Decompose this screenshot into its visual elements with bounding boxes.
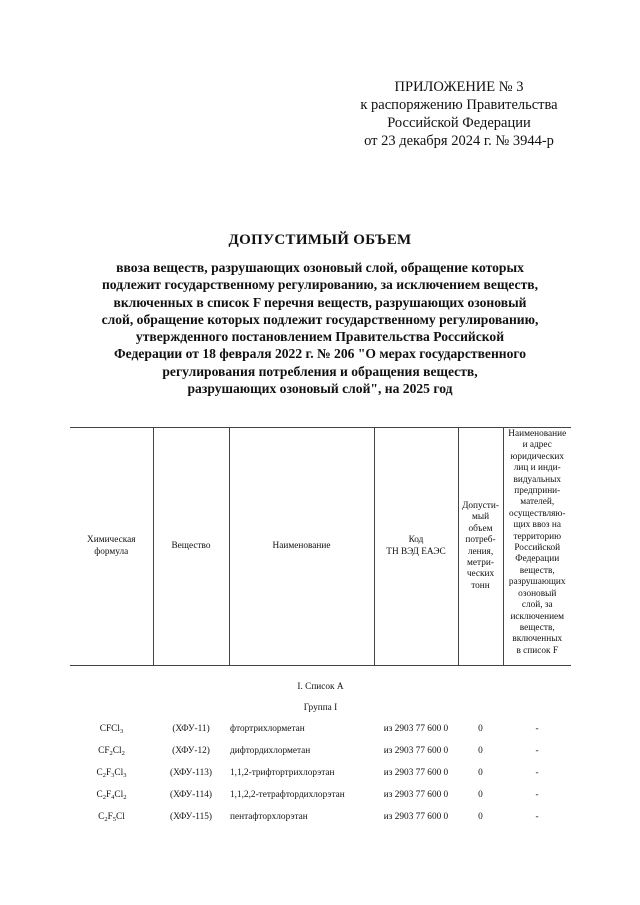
cell-volume: 0: [478, 724, 483, 734]
header-importers-line: озоновый: [518, 588, 557, 599]
header-volume-line: потреб-: [465, 535, 496, 546]
cell-importers: -: [535, 812, 539, 822]
formula-element: Cl: [116, 812, 125, 822]
cell-volume: 0: [478, 768, 483, 778]
subtitle-line: слой, обращение которых подлежит государственному регулированию,: [101, 311, 539, 327]
cell-importers: -: [535, 746, 539, 756]
cell-substance: (ХФУ-114): [169, 790, 212, 800]
header-code-line: ТН ВЭД ЕАЭС: [386, 546, 446, 557]
section-title: I. Список А: [297, 682, 344, 692]
header-importers: [503, 428, 571, 666]
formula-subscript: 5: [112, 816, 117, 823]
table-row: [70, 718, 571, 740]
header-importers-line: видуальных: [513, 474, 562, 485]
formula-element: CF: [98, 746, 110, 756]
header-substance: [153, 428, 229, 666]
header-importers-line: веществ,: [519, 565, 555, 576]
header-importers-line: Федерации: [515, 554, 560, 565]
header-importers-line: лиц и инди-: [513, 463, 561, 474]
group-title: Группа I: [303, 703, 338, 713]
cell-formula: [70, 740, 153, 762]
cell-formula: [70, 718, 153, 740]
cell-code: из 2903 77 600 0: [383, 724, 449, 734]
group-row: [70, 698, 571, 718]
subtitle-line: включенных в список F перечня веществ, разрушающих озоновый: [113, 294, 527, 310]
header-formula-line: Химическая: [87, 535, 136, 546]
appendix-line: от 23 декабря 2024 г. № 3944-р: [364, 133, 554, 149]
header-substance-line: Вещество: [171, 540, 211, 551]
cell-formula: [70, 806, 153, 828]
header-importers-line: Наименование: [508, 429, 567, 439]
cell-name: дифтордихлорметан: [230, 746, 311, 756]
header-importers-line: щих ввоз на: [513, 520, 562, 531]
formula-element: F: [105, 768, 112, 778]
header-volume-line: Допусти-: [462, 500, 499, 511]
formula-element: C: [96, 790, 103, 800]
header-importers-line: Российской: [514, 543, 561, 554]
header-importers-line: предприни-: [514, 486, 561, 497]
cell-volume: 0: [478, 812, 483, 822]
cell-name: пентафторхлорэтан: [230, 812, 308, 822]
subtitle-line: утвержденного постановлением Правительства Российской: [135, 329, 505, 345]
formula-element: F: [105, 790, 112, 800]
header-importers-line: юридических: [510, 451, 565, 462]
header-volume-line: ческих: [466, 569, 495, 580]
header-volume: [458, 428, 503, 666]
appendix-header: [330, 78, 588, 150]
header-importers-line: разрушающих: [508, 577, 566, 588]
subtitle-line: подлежит государственному регулированию, за исключением веществ,: [101, 277, 539, 293]
document-title: ДОПУСТИМЫЙ ОБЪЕМ: [228, 232, 412, 248]
header-importers-line: и адрес: [522, 440, 552, 451]
formula-subscript: 3: [123, 772, 127, 779]
cell-importers: -: [535, 724, 539, 734]
section-row: [70, 666, 571, 699]
header-volume-line: мый: [471, 512, 490, 523]
cell-code: из 2903 77 600 0: [383, 790, 449, 800]
cell-substance: (ХФУ-11): [172, 724, 210, 734]
cell-importers: -: [535, 768, 539, 778]
formula-element: Cl: [112, 746, 122, 756]
table-row: [70, 784, 571, 806]
table-row: [70, 806, 571, 828]
header-importers-line: осуществляю-: [509, 508, 566, 519]
document-subtitle: [60, 259, 580, 397]
header-importers-line: включенных: [512, 634, 563, 645]
subtitle-line: Федерации от 18 февраля 2022 г. № 206 "О мерах государственного: [113, 346, 527, 362]
cell-substance: (ХФУ-113): [169, 768, 212, 778]
cell-substance: (ХФУ-12): [172, 746, 210, 756]
header-importers-line: исключением: [510, 611, 565, 622]
formula-element: F: [107, 812, 113, 822]
formula-element: Cl: [114, 790, 124, 800]
cell-name: фтортрихлорметан: [230, 724, 305, 734]
formula-subscript: 2: [109, 750, 113, 757]
table-row: [70, 740, 571, 762]
appendix-line: Российской Федерации: [387, 115, 531, 131]
table-header-row: [70, 428, 571, 666]
cell-formula: [70, 762, 153, 784]
table-row: [70, 762, 571, 784]
header-importers-line: в список F: [516, 645, 559, 656]
cell-substance: (ХФУ-115): [169, 812, 212, 822]
formula-subscript: 3: [119, 728, 124, 735]
header-volume-line: метри-: [467, 557, 494, 568]
formula-subscript: 2: [104, 816, 108, 823]
cell-name: 1,1,2-трифтортрихлорэтан: [230, 768, 335, 778]
cell-volume: 0: [478, 790, 483, 800]
formula-subscript: 2: [123, 794, 127, 801]
formula-subscript: 2: [121, 750, 125, 757]
header-name-line: Наименование: [272, 540, 331, 551]
formula-subscript: 2: [102, 794, 106, 801]
header-importers-line: веществ,: [519, 622, 555, 633]
formula-element: CFCl: [99, 724, 120, 734]
subtitle-line: регулирования потребления и обращения веществ,: [162, 363, 478, 379]
header-volume-line: ления,: [467, 546, 494, 557]
header-importers-line: слой, за: [521, 600, 553, 611]
cell-code: из 2903 77 600 0: [383, 746, 449, 756]
formula-element: C: [96, 768, 103, 778]
cell-importers: -: [535, 790, 539, 800]
cell-code: из 2903 77 600 0: [383, 812, 449, 822]
header-name: [229, 428, 374, 666]
header-code: [374, 428, 458, 666]
cell-code: из 2903 77 600 0: [383, 768, 449, 778]
substances-table: [70, 427, 571, 828]
header-volume-line: объем: [468, 523, 493, 534]
header-importers-line: мателей,: [520, 497, 555, 508]
formula-subscript: 2: [102, 772, 106, 779]
header-importers-line: территорию: [513, 531, 562, 542]
formula-element: C: [98, 812, 105, 822]
cell-name: 1,1,2,2-тетрафтордихлорэтан: [230, 790, 345, 800]
subtitle-line: ввоза веществ, разрушающих озоновый слой, обращение которых: [116, 260, 524, 275]
appendix-line: ПРИЛОЖЕНИЕ № 3: [394, 79, 524, 95]
header-formula-line: формула: [94, 546, 129, 557]
header-formula: [70, 428, 153, 666]
formula-element: Cl: [114, 768, 124, 778]
header-code-line: Код: [408, 535, 424, 546]
header-volume-line: тонн: [471, 580, 490, 591]
formula-subscript: 3: [111, 772, 115, 779]
formula-subscript: 4: [111, 794, 115, 801]
appendix-line: к распоряжению Правительства: [360, 97, 558, 113]
subtitle-line: разрушающих озоновый слой", на 2025 год: [187, 381, 453, 397]
cell-formula: [70, 784, 153, 806]
cell-volume: 0: [478, 746, 483, 756]
